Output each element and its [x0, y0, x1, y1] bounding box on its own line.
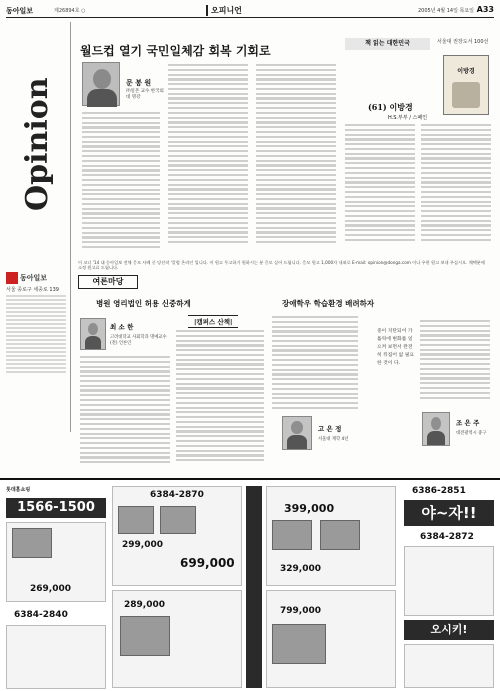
org-name: 동아일보 — [20, 274, 48, 282]
forum-text-d — [420, 320, 490, 401]
campus-column-tag: |캠퍼스 산책| — [188, 315, 238, 328]
ad-price-e: 329,000 — [280, 564, 321, 574]
issue-number: 제26894호 ○ — [54, 8, 86, 14]
ad-price-b: 299,000 — [122, 540, 163, 550]
author-left-photo — [80, 318, 106, 350]
book-text-b — [421, 124, 491, 244]
author-photo — [82, 62, 120, 106]
ad-phone-b: 6384-2870 — [150, 490, 204, 500]
author-left-name: 최 소 한 — [110, 323, 134, 331]
paper-logo-icon — [6, 272, 18, 284]
ad-phone-c: 6386-2851 — [412, 486, 466, 496]
product-image-1 — [12, 528, 52, 558]
opinion-wordmark: Opinion — [20, 77, 55, 211]
ad-logo: 롯데홈쇼핑 — [6, 487, 31, 493]
author-name: 문 봉 원 — [126, 79, 152, 87]
advertisement-area — [0, 478, 500, 691]
author-left-title: 고려대학교 사회학과 명예교수 (전) 언론인 — [110, 335, 167, 346]
ad-phone-d: 6384-2872 — [420, 532, 474, 542]
ad-banner-main: 야~자!! — [404, 500, 494, 526]
author-far-name: 조 은 주 — [456, 419, 480, 427]
column-text-a — [82, 112, 160, 251]
book-column-head: 책 읽는 대한민국 — [345, 38, 430, 50]
product-image-4 — [120, 616, 170, 656]
forum-text-b — [176, 330, 264, 464]
book-title: (61) 이방경 — [368, 102, 413, 112]
ad-price-g: 799,000 — [280, 606, 321, 616]
ad-price-f: 289,000 — [124, 600, 165, 610]
section-title: 오피니언 — [206, 5, 242, 16]
forum-label: 여론마당 — [78, 275, 138, 289]
ad-phone-main: 1566-1500 — [6, 498, 106, 518]
ad-block-7 — [404, 546, 494, 616]
author-right-name: 고 은 정 — [318, 425, 342, 433]
forum-title-right: 장애학우 학습환경 배려하자 — [282, 299, 375, 308]
book-text-a — [345, 124, 415, 244]
forum-text-c — [272, 316, 358, 412]
book-cover — [443, 55, 489, 115]
author-right-title: 서울대 재학 4년 — [318, 437, 349, 442]
page-header — [6, 4, 494, 18]
publish-date: 2005년 4월 14일 목요일 — [417, 8, 474, 14]
author-far-title: 대전광역시 중구 — [456, 431, 487, 436]
ad-phone-a: 6384-2840 — [14, 610, 68, 620]
product-image-3 — [160, 506, 196, 534]
masthead-box — [6, 272, 68, 375]
book-cover-title: 이방경 — [457, 68, 475, 75]
column-title: 월드컵 열기 국민일체감 회복 기회로 — [80, 44, 271, 58]
ad-price-c: 399,000 — [284, 502, 335, 515]
forum-text-a — [80, 356, 170, 466]
product-image-5 — [272, 520, 312, 550]
submission-notice: 이 코너 '14 대 동아일보 전체 응모 사례 중 당선작 '칼럼 온라인 입니다. 이 원고 투고하기 원하시는 분 응모 실어 드립니다. 응모 원고 1,000자 내외로 E-mail: opinion@donga.com 이나 우편 원고 보내 주십시오. 채택분에 소정 원고료 드립니다. — [78, 260, 485, 270]
ad-block-3 — [112, 486, 242, 586]
left-sidebar — [6, 22, 71, 432]
ad-price-d: 269,000 — [30, 584, 71, 594]
book-author: H.S.부부 / 스페인 — [388, 115, 428, 121]
ad-banner-secondary: 오시키! — [404, 620, 494, 640]
product-image-2 — [118, 506, 154, 534]
ad-block-8 — [404, 644, 494, 688]
ad-vertical-banner — [246, 486, 262, 688]
product-image-7 — [272, 624, 326, 664]
org-address: 서울 종로구 세종로 139 — [6, 287, 59, 293]
column-text-b — [168, 64, 248, 246]
page-number: A33 — [476, 5, 494, 14]
product-image-6 — [320, 520, 360, 550]
column-text-c — [256, 64, 336, 246]
author-right-photo — [282, 416, 312, 450]
paper-name: 동아일보 — [6, 7, 34, 15]
book-series: 서울대 권장도서 100선 — [437, 39, 489, 45]
ad-price-a: 699,000 — [180, 556, 235, 570]
ad-block-2 — [6, 625, 106, 689]
author-title: ㈜일본 교수 한국외대 명강 — [126, 89, 164, 100]
book-cover-art — [452, 82, 480, 108]
author-far-photo — [422, 412, 450, 446]
forum-title-left: 병원 영리법인 허용 신중하게 — [96, 299, 191, 308]
pull-quote: 중이 지탄되어 가톨릭에 변화를 일으켜 보면서 완전히 뒤집어 없 필요한 것이 다. — [377, 329, 415, 366]
opinion-vertical-wordmark — [10, 24, 66, 264]
